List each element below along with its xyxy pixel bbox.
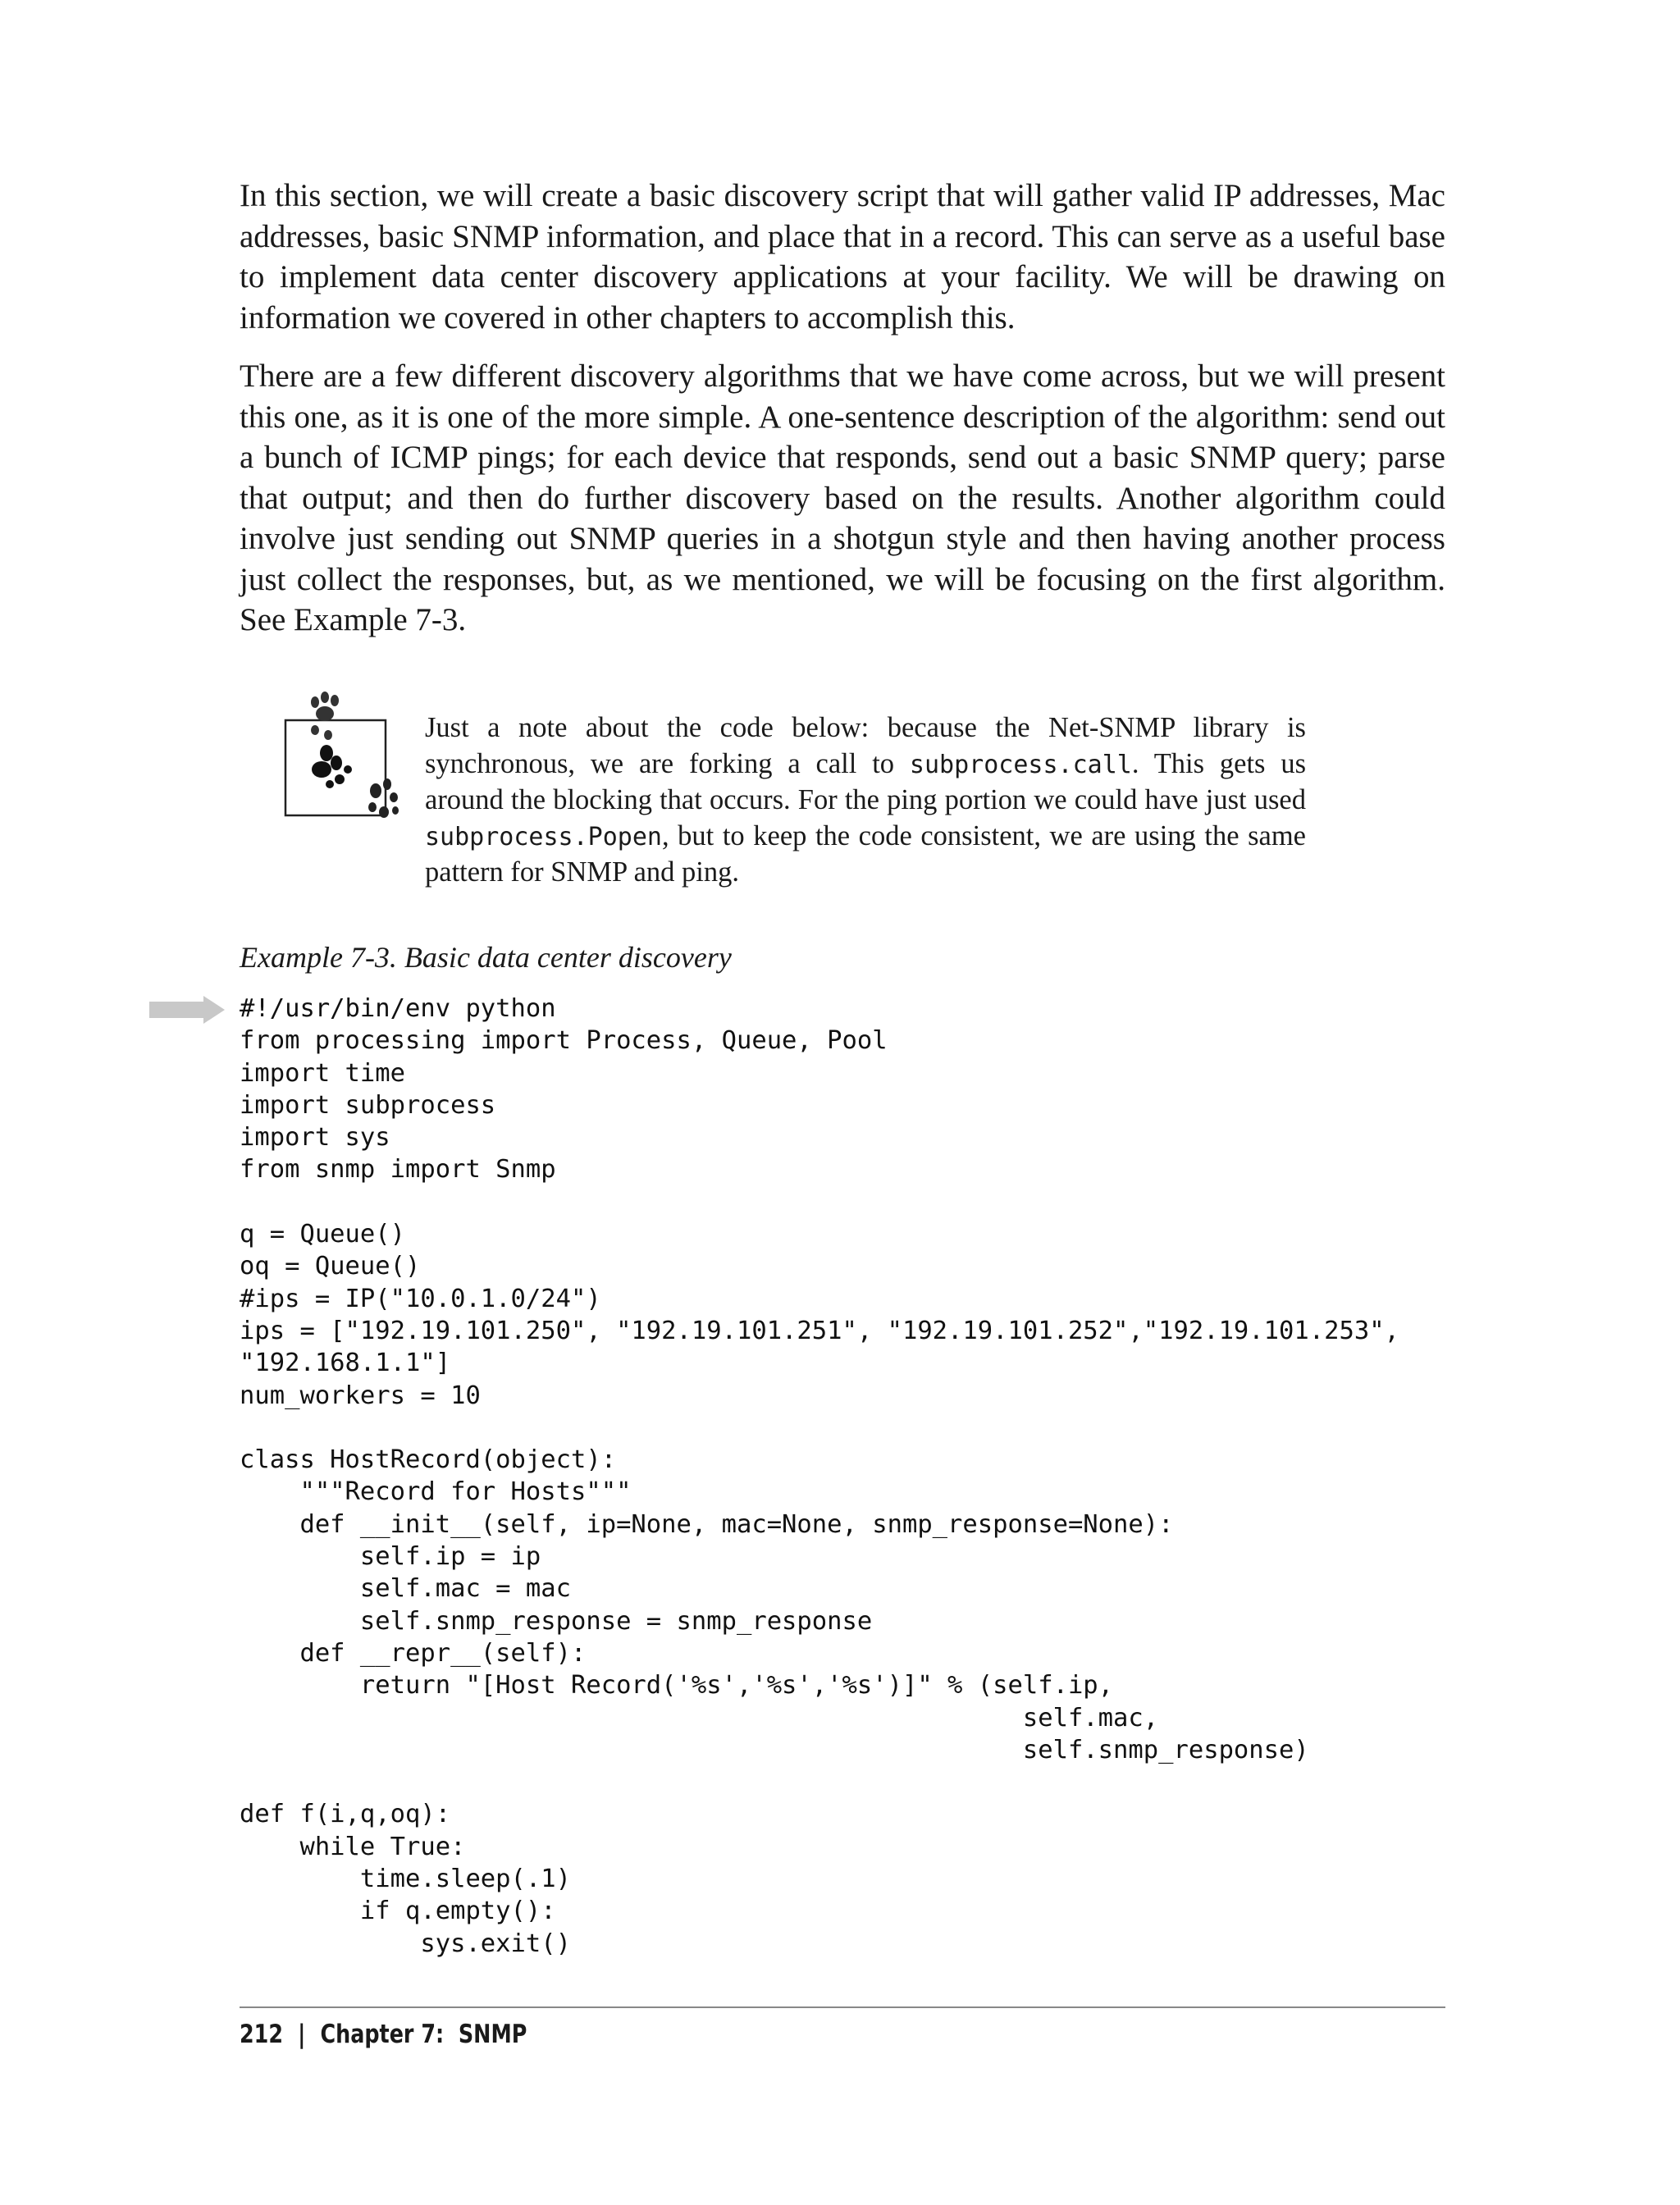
- tip-icon: [279, 687, 410, 827]
- note-text-part: , but to keep the code consistent, we are using the same pattern for SNMP and ping.: [425, 819, 1306, 888]
- note-text-part: Just a note about the code below: because the Net-SNMP library is synchronous, we are forking a call to: [425, 712, 1306, 779]
- code-listing: #!/usr/bin/env python from processing import Process, Queue, Pool import time import subprocess import sys from snmp import Snmp q = Queue() oq = Queue() #ips = IP("10.0.1.0/24") ips = ["192.19.101.250", "192.19.101.251", "192.19.101.252","192.19.101.253", "192.168.1.1"] num_workers = 10 class HostRecord(object): """Record for Hosts""" def __init__(self, ip=None, mac=None, snmp_response=None): self.ip = ip self.mac = mac self.snmp_response = snmp_response def __repr__(self): return "[Host Record('%s','%s','%s')]" % (self.ip, self.mac, self.snmp_response) def f(i,q,oq): while True: time.sleep(.1) if q.empty(): sys.exit(): [240, 994, 1399, 1958]
- note-text-part: . This gets us around the blocking that occurs. For the ping portion we could have just used: [425, 747, 1306, 815]
- chapter-title: Chapter 7: SNMP: [320, 2020, 527, 2049]
- arrow-marker-icon: [149, 996, 225, 1024]
- footer-rule: [240, 2006, 1445, 2008]
- body-paragraph: There are a few different discovery algorithms that we have come across, but we will present this one, as it is one of the more simple. A one-sentence description of the algorithm: send out a bunch of ICMP pings; for each device that responds, send out a basic SNMP query; parse that output; and then do further discovery based on the results. Another algorithm could involve just sending out SNMP queries in a shotgun style and then having another process just collect the responses, but, as we mentioned, we will be focusing on the first algorithm. See Example 7-3.: [240, 358, 1445, 637]
- example-title: Example 7-3. Basic data center discovery: [240, 941, 732, 974]
- page-footer: [240, 2018, 527, 2051]
- inline-code: subprocess.Popen: [425, 822, 662, 851]
- footer-separator: |: [298, 2020, 306, 2049]
- inline-code: subprocess.call: [909, 750, 1132, 779]
- body-paragraph: In this section, we will create a basic discovery script that will gather valid IP addresses, Mac addresses, basic SNMP information, and place that in a record. This can serve as a useful base to implement data center discovery applications at your facility. We will be drawing on information we covered in other chapters to accomplish this.: [240, 178, 1445, 336]
- note-text: [425, 710, 1306, 891]
- page-number: 212: [240, 2020, 284, 2049]
